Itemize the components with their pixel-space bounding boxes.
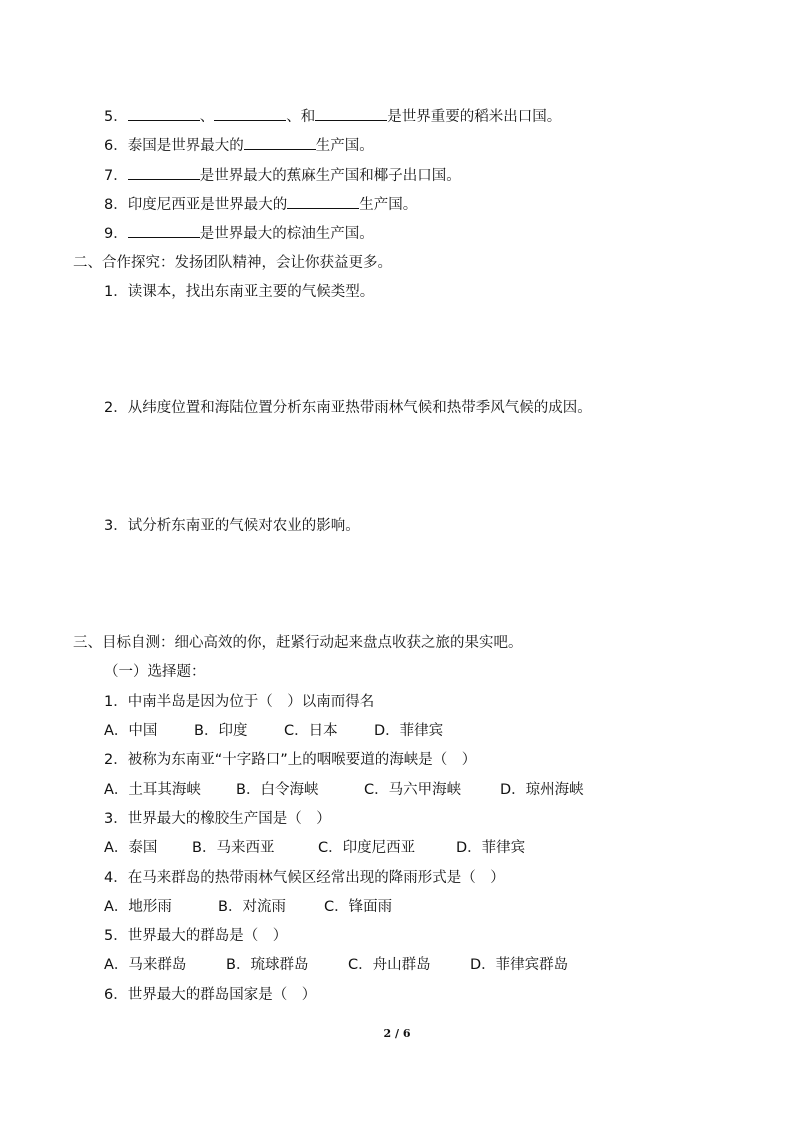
- option-d[interactable]: D．琼州海峡: [500, 782, 584, 798]
- mc-question-4: 4．在马来群岛的热带雨林气候区经常出现的降雨形式是（ ）: [104, 870, 505, 886]
- option-c[interactable]: C．马六甲海峡: [364, 782, 462, 798]
- option-d[interactable]: D．菲律宾群岛: [470, 957, 569, 973]
- page-number: 2 / 6: [383, 1027, 411, 1040]
- question-climate-causes: 2．从纬度位置和海陆位置分析东南亚热带雨林气候和热带季风气候的成因。: [104, 400, 592, 416]
- option-a[interactable]: A．马来群岛: [104, 957, 187, 973]
- mc-options-3: [104, 838, 525, 858]
- mc-options-4: [104, 897, 392, 917]
- mc-options-5: [104, 955, 568, 975]
- option-b[interactable]: B．琉球群岛: [226, 957, 309, 973]
- answer-blank[interactable]: [128, 164, 200, 180]
- option-d[interactable]: D．菲律宾: [374, 723, 444, 739]
- answer-blank[interactable]: [244, 134, 316, 150]
- option-b[interactable]: B．对流雨: [218, 899, 286, 915]
- option-c[interactable]: C．日本: [284, 723, 338, 739]
- option-c[interactable]: C．印度尼西亚: [318, 840, 416, 856]
- option-b[interactable]: B．马来西亚: [192, 840, 275, 856]
- option-a[interactable]: A．地形雨: [104, 899, 172, 915]
- answer-blank[interactable]: [315, 105, 387, 121]
- option-a[interactable]: A．泰国: [104, 840, 158, 856]
- section-heading-cooperation: 二、合作探究：发扬团队精神，会让你获益更多。: [73, 255, 392, 271]
- mc-question-2: 2．被称为东南亚“十字路口”上的咽喉要道的海峡是（ ）: [104, 752, 477, 768]
- option-b[interactable]: B．印度: [194, 723, 248, 739]
- mc-question-5: 5．世界最大的群岛是（ ）: [104, 928, 288, 944]
- subsection-multiple-choice: （一）选择题：: [104, 664, 206, 680]
- answer-blank[interactable]: [128, 105, 200, 121]
- option-a[interactable]: A．中国: [104, 723, 158, 739]
- answer-blank[interactable]: [214, 105, 286, 121]
- answer-blank[interactable]: [287, 193, 359, 209]
- mc-options-1: [104, 721, 443, 741]
- fill-item-6: 6．泰国是世界最大的 生产国。: [104, 134, 374, 154]
- option-d[interactable]: D．菲律宾: [456, 840, 526, 856]
- option-b[interactable]: B．白令海峡: [236, 782, 319, 798]
- option-c[interactable]: C．舟山群岛: [348, 957, 431, 973]
- mc-question-6: 6．世界最大的群岛国家是（ ）: [104, 987, 317, 1003]
- mc-question-3: 3．世界最大的橡胶生产国是（ ）: [104, 811, 331, 827]
- question-climate-types: 1．读课本，找出东南亚主要的气候类型。: [104, 284, 375, 300]
- fill-item-8: 8．印度尼西亚是世界最大的 生产国。: [104, 193, 417, 213]
- option-a[interactable]: A．土耳其海峡: [104, 782, 201, 798]
- mc-question-1: 1．中南半岛是因为位于（ ）以南而得名: [104, 694, 375, 710]
- fill-item-9: 9． 是世界最大的棕油生产国。: [104, 222, 374, 242]
- answer-blank[interactable]: [128, 222, 200, 238]
- mc-options-2: [104, 780, 584, 800]
- option-c[interactable]: C．锋面雨: [324, 899, 393, 915]
- fill-item-5: 5． 、 、和 是世界重要的稻米出口国。: [104, 105, 561, 125]
- section-heading-self-test: 三、目标自测：细心高效的你，赶紧行动起来盘点收获之旅的果实吧。: [73, 635, 523, 651]
- fill-item-7: 7． 是世界最大的蕉麻生产国和椰子出口国。: [104, 164, 461, 184]
- question-climate-agriculture: 3．试分析东南亚的气候对农业的影响。: [104, 518, 360, 534]
